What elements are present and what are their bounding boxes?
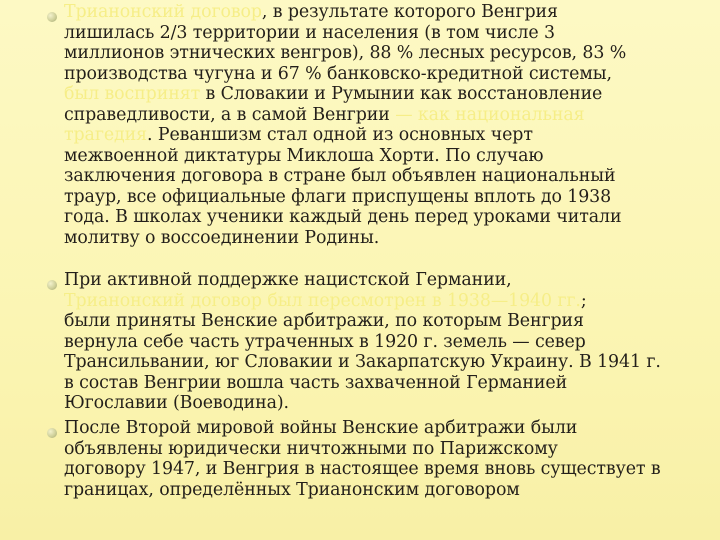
text-line [64,480,520,500]
text-line [64,459,661,479]
highlighted-text: трагедия [64,125,147,145]
text-segment: При активной поддержке нацистской Германии, [64,270,512,290]
text-line [64,166,615,186]
text-segment: границах, определённых Трианонским договором [64,479,520,500]
text-line [64,84,602,104]
text-segment: Югославии (Воеводина). [64,393,289,413]
text-line [64,105,585,125]
bullet-point-icon [47,280,57,290]
text-segment: траур, все официальные флаги приспущены вплоть до 1938 [64,186,612,207]
text-line [64,207,621,227]
text-segment: межвоенной диктатуры Миклоша Хорти. По случаю [64,145,544,166]
text-segment: После Второй мировой войны Венские арбитражи были [64,418,578,438]
text-line [64,146,543,166]
text-line [64,43,626,63]
text-line [64,125,533,145]
text-line [64,332,586,352]
text-segment: . Реваншизм стал одной из основных черт [147,125,533,145]
text-segment: ; [580,290,587,311]
text-line [64,418,577,438]
text-segment: заключения договора в стране был объявлен национальный [64,166,616,186]
highlighted-text: Трианонский договор [64,2,262,22]
text-line [64,311,584,331]
text-segment: производства чугуна и 67 % банковско-кредитной системы, [64,63,612,84]
text-line [64,187,611,207]
text-segment: в состав Венгрии вошла часть захваченной Германией [64,372,568,393]
text-segment: объявлены юридически ничтожными по Парижскому [64,438,558,459]
highlighted-text: был воспринят [64,84,201,104]
text-segment: договору 1947, и Венгрия в настоящее время вновь существует в [64,459,661,479]
text-segment: справедливости, а в самой Венгрии [64,104,396,125]
text-segment: лишилась 2/3 территории и населения (в том числе 3 [64,22,555,43]
text-line [64,64,612,84]
text-segment: миллионов этнических венгров), 88 % лесных ресурсов, 83 % [64,43,627,63]
text-line [64,270,512,290]
highlighted-text: Трианонский договор был пересмотрен в 1938—1940 гг. [64,290,581,311]
text-segment: были приняты Венские арбитражи, по которым Венгрия [64,311,584,331]
text-segment: вернула себе часть утраченных в 1920 г. земель — север [64,331,586,352]
text-segment: молитву о воссоединении Родины. [64,227,380,248]
text-segment: Трансильвании, юг Словакии и Закарпатскую Украину. В 1941 г. [64,352,661,372]
text-segment: , в результате которого Венгрия [261,2,558,22]
text-line [64,352,661,372]
bullet-point-icon [47,12,57,22]
text-line [64,291,587,311]
text-segment: в Словакии и Румынии как восстановление [200,84,603,104]
text-segment: года. В школах ученики каждый день перед уроками читали [64,207,622,227]
text-line [64,228,379,248]
text-line [64,373,567,393]
bullet-point-icon [47,428,57,438]
text-line [64,23,555,43]
text-line [64,2,558,22]
text-line [64,439,558,459]
highlighted-text: — как национальная [395,104,585,125]
text-line [64,393,289,413]
